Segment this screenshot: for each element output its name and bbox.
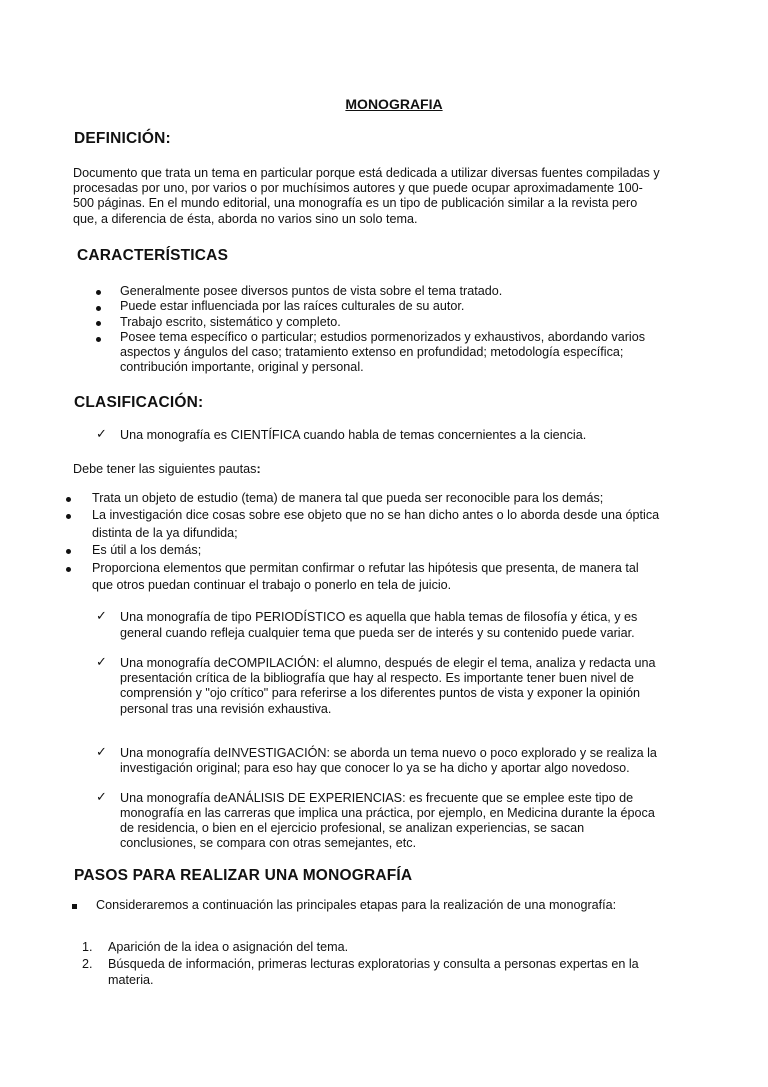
definicion-heading: DEFINICIÓN: (74, 130, 171, 147)
caracteristica-item: contribución importante, original y personal. (120, 360, 364, 374)
disc-bullet-icon (66, 567, 71, 572)
tipo-analisis: de residencia, o bien en el ejercicio profesional, se analizan experiencias, se sacan (120, 821, 585, 835)
caracteristica-item: aspectos y ángulos del caso; tratamiento extenso en profundidad; metodología específica; (120, 345, 624, 359)
definicion-line: Documento que trata un tema en particular porque está dedicada a utilizar diversas fuentes compiladas y (73, 166, 660, 180)
tipo-periodistico: general cuando refleja cualquier tema que pueda ser de interés y su contenido puede variar. (120, 626, 635, 640)
caracteristica-item: Posee tema específico o particular; estudios pormenorizados y exhaustivos, abordando varios (120, 330, 646, 344)
check-icon: ✓ (96, 426, 107, 441)
disc-bullet-icon (96, 337, 101, 342)
tipo-investigacion: Una monografía deINVESTIGACIÓN: se aborda un tema nuevo o poco explorado y se realiza la (120, 746, 657, 760)
pauta-item: La investigación dice cosas sobre ese objeto que no se han dicho antes o lo aborda desde una óptica (92, 508, 660, 522)
pautas-intro: Debe tener las siguientes pautas: (73, 462, 261, 476)
tipo-compilacion: personal tras una revisión exhaustiva. (120, 702, 332, 716)
pasos-intro: Consideraremos a continuación las principales etapas para la realización de una monografía: (96, 898, 617, 912)
tipo-periodistico: Una monografía de tipo PERIODÍSTICO es aquella que habla temas de filosofía y ética, y es (120, 610, 638, 624)
tipo-compilacion: presentación crítica de la bibliografía que hay al respecto. Es importante tener buen nivel de (120, 671, 634, 685)
pauta-item: distinta de la ya difundida; (92, 526, 238, 540)
pasos-item: Búsqueda de información, primeras lecturas exploratorias y consulta a personas expertas en la (108, 957, 639, 971)
tipo-investigacion: investigación original; para eso hay que conocer lo ya se ha dicho y aportar algo novedoso. (120, 761, 630, 775)
pasos-heading: PASOS PARA REALIZAR UNA MONOGRAFÍA (74, 867, 413, 884)
check-icon: ✓ (96, 654, 107, 669)
disc-bullet-icon (66, 549, 71, 554)
definicion-line: procesadas por uno, por varios o por muchísimos autores y que puede ocupar aproximadamente 100- (73, 181, 643, 195)
disc-bullet-icon (96, 306, 101, 311)
caracteristicas-heading: CARACTERÍSTICAS (77, 247, 229, 264)
clasificacion-heading: CLASIFICACIÓN: (74, 394, 204, 411)
check-icon: ✓ (96, 608, 107, 623)
tipo-compilacion: comprensión y "ojo crítico" para referirse a los diferentes puntos de vista y exponer la opinión (120, 686, 640, 700)
pauta-item: Proporciona elementos que permitan confirmar o refutar las hipótesis que presenta, de manera tal (92, 561, 639, 575)
pasos-item-number: 2. (82, 957, 93, 971)
pasos-item: materia. (108, 973, 154, 987)
tipo-analisis: conclusiones, se compara con otras semejantes, etc. (120, 836, 417, 850)
check-icon: ✓ (96, 744, 107, 759)
tipo-analisis: monografía en las carreras que implica una práctica, por ejemplo, en Medicina durante la época (120, 806, 655, 820)
definicion-line: que, a diferencia de ésta, aborda no varios sino un solo tema. (73, 212, 418, 226)
disc-bullet-icon (96, 321, 101, 326)
check-icon: ✓ (96, 789, 107, 804)
caracteristica-item: Puede estar influenciada por las raíces culturales de su autor. (120, 299, 465, 313)
disc-bullet-icon (66, 514, 71, 519)
pasos-item-number: 1. (82, 940, 93, 954)
tipo-analisis: Una monografía deANÁLISIS DE EXPERIENCIAS: es frecuente que se emplee este tipo de (120, 791, 634, 805)
disc-bullet-icon (96, 290, 101, 295)
caracteristica-item: Generalmente posee diversos puntos de vista sobre el tema tratado. (120, 284, 503, 298)
pauta-item: Es útil a los demás; (92, 543, 202, 557)
tipo-compilacion: Una monografía deCOMPILACIÓN: el alumno, después de elegir el tema, analiza y redacta una (120, 656, 656, 670)
definicion-line: 500 páginas. En el mundo editorial, una monografía es un tipo de publicación similar a la revista pero (73, 196, 638, 210)
pauta-item: Trata un objeto de estudio (tema) de manera tal que pueda ser reconocible para los demás; (92, 491, 604, 505)
caracteristica-item: Trabajo escrito, sistemático y completo. (120, 315, 341, 329)
clasificacion-cientifica: Una monografía es CIENTÍFICA cuando habla de temas concernientes a la ciencia. (120, 428, 587, 442)
square-bullet-icon (72, 904, 77, 909)
pauta-item: que otros puedan continuar el trabajo o ponerlo en tela de juicio. (92, 578, 452, 592)
page-title: MONOGRAFIA (345, 96, 443, 112)
disc-bullet-icon (66, 497, 71, 502)
pasos-item: Aparición de la idea o asignación del tema. (108, 940, 349, 954)
